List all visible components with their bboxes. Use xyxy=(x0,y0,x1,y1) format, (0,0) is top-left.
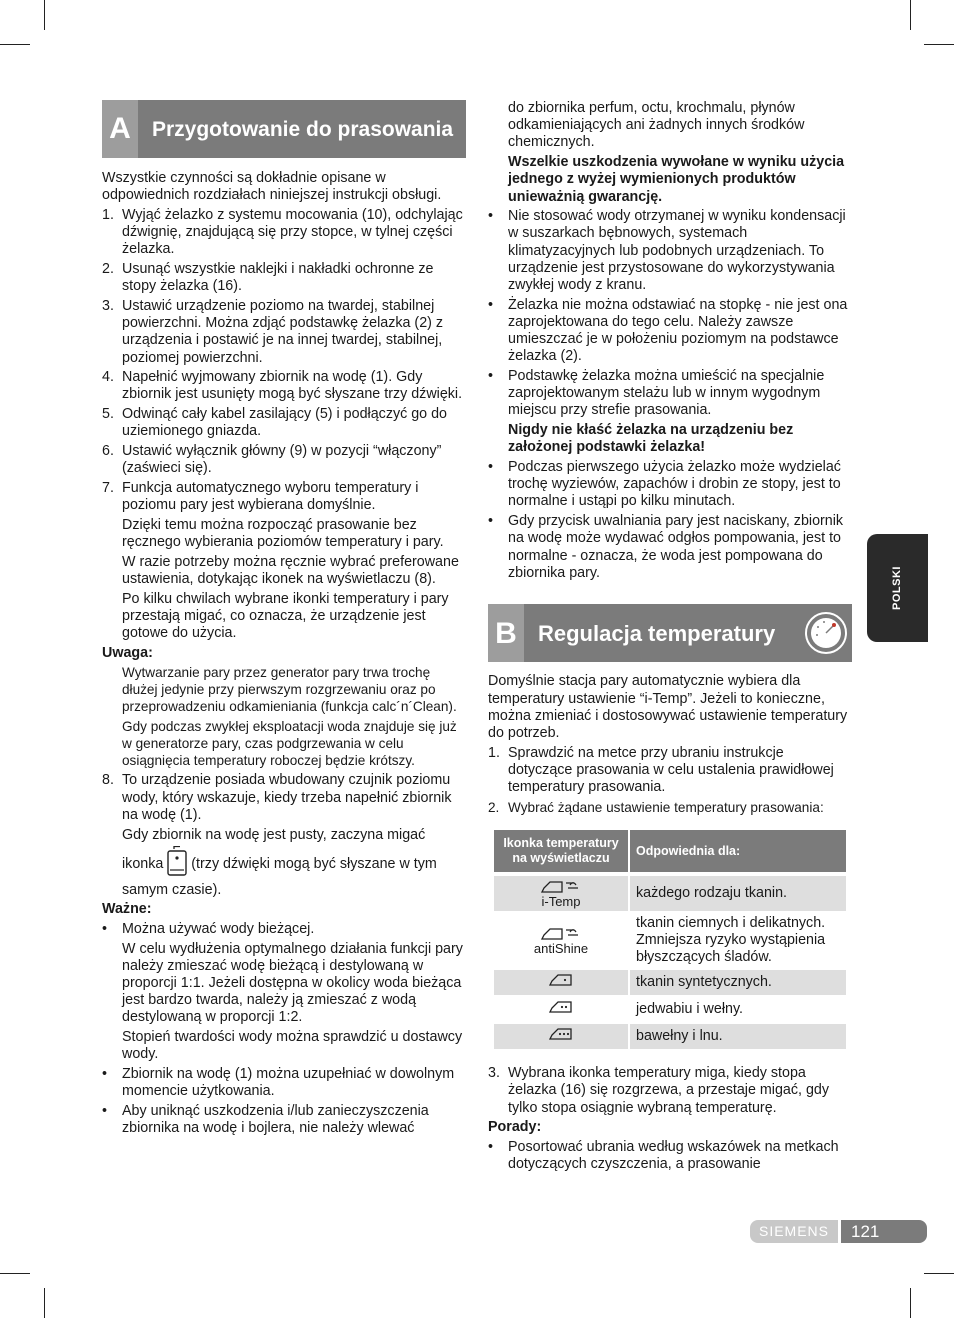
step-item: 8. To urządzenie posiada wbudowany czujnik poziomu wody, który wskazuje, kiedy trzeba napełnić zbiornik na wodę (1). xyxy=(102,772,452,823)
table-cell: każdego rodzaju tkanin. xyxy=(629,874,846,912)
brand-label: SIEMENS xyxy=(750,1220,838,1243)
crop-mark xyxy=(924,44,954,45)
crop-mark xyxy=(0,44,30,45)
section-b-intro: Domyślnie stacja pary automatycznie wybiera dla temperatury ustawienie “i-Temp”. Jeżeli to konieczne, można zmieniać i dostosowywać ustawienie temperatury do potrzeb. xyxy=(488,673,848,742)
icon-label: i-Temp xyxy=(541,893,581,909)
bullet-item: • Posortować ubrania według wskazówek na metkach dotyczących czyszczenia, a prasowanie xyxy=(488,1138,839,1173)
section-a-title: Przygotowanie do prasowania xyxy=(152,117,454,141)
iron-steam-icon xyxy=(540,926,582,942)
bullet-item: • Zbiornik na wodę (1) można uzupełniać w dowolnym momencie użytkowania. xyxy=(102,1066,455,1100)
wazne-label: Ważne: xyxy=(102,901,152,918)
table-row xyxy=(494,874,846,912)
crop-mark xyxy=(44,0,45,30)
temperature-dial-icon xyxy=(800,604,852,662)
section-a-letter: A xyxy=(102,100,138,158)
right-column xyxy=(488,100,852,1176)
step8-paragraph: ikonka (trzy dźwięki mogą być słyszane w tym samym czasie). xyxy=(102,846,466,898)
step-item: 1. Wyjąć żelazko z systemu mocowania (10), odchylając dźwignię, znajdującą się przy stopce, w tylnej części żelazka. xyxy=(102,206,463,258)
step-item: 6. Ustawić wyłącznik główny (9) w pozycji “włączony” (zaświeci się). xyxy=(102,443,442,477)
step7-paragraph: Po kilku chwilach wybrane ikonki temperatury i pary przestają migać, co oznacza, że urządzenie jest gotowe do użycia. xyxy=(122,590,449,642)
warranty-warning: Wszelkie uszkodzenia wywołane w wyniku użycia jednego z wyżej wymienionych produktów unieważnią gwarancję. xyxy=(508,154,845,205)
table-row xyxy=(494,969,846,996)
section-b-letter: B xyxy=(488,604,524,662)
section-b-header xyxy=(488,604,852,662)
crop-mark xyxy=(0,1273,30,1274)
bullet-item: • Gdy przycisk uwalniania pary jest naciskany, zbiornik na wodę może wydawać odgłos pompowania, jest to normalne - oznacza, że woda jest pompowana do zbiornika pary. xyxy=(488,513,844,581)
uwaga-note: Wytwarzanie pary przez generator pary trwa trochę dłużej jedynie przy pierwszym rozgrzewaniu oraz po przeprowadzeniu odkamieniania (funkcja calc´n´Clean). xyxy=(122,665,457,715)
crop-mark xyxy=(910,1288,911,1318)
bullet-paragraph: W celu wydłużenia optymalnego działania funkcji pary należy zmieszać wodę bieżącą i destylowaną w proporcji 1:1. Jeżeli dostępna w okolicy woda bieżąca jest bardzo twarda, należy ją zmieszać z wodą destylowaną w proporcji 1:2. xyxy=(122,940,463,1026)
bullet-item: • Można używać wody bieżącej. xyxy=(102,920,315,937)
bullet-item: • Nie stosować wody otrzymanej w wyniku kondensacji w suszarkach bębnowych, systemach klimatyzacyjnych lub podobnych urządzeniach. To urządzenie jest przystosowane do wykorzystywania zwykłej wody z kranu. xyxy=(488,208,846,294)
table-row xyxy=(494,912,846,969)
page-number: 121 xyxy=(841,1220,927,1243)
language-tab xyxy=(867,534,928,642)
page-footer xyxy=(750,1220,927,1243)
base-warning: Nigdy nie kłaść żelazka na urządzeniu bez założonej podstawki żelazka! xyxy=(508,422,794,456)
step-item: 3. Ustawić urządzenie poziomo na twardej, stabilnej powierzchni. Można zdjąć podstawkę żelazka (2) z urządzenia i postawić je na innej twardej, stabilnej, poziomej powierzchni. xyxy=(102,297,444,366)
table-cell: jedwabiu i wełny. xyxy=(629,996,846,1023)
iron-three-dots-icon xyxy=(547,1026,575,1042)
section-a-header xyxy=(102,100,466,158)
porady-label: Porady: xyxy=(488,1119,542,1136)
bullet-item: • Podczas pierwszego użycia żelazko może wydzielać trochę wyziewów, zapachów i drobin ze stopy, jest to normalne i ustąpi po kilku minutach. xyxy=(488,459,841,510)
uwaga-label: Uwaga: xyxy=(102,644,153,661)
step-item: 1. Sprawdzić na metce przy ubraniu instrukcje dotyczące prasowania w celu ustalenia prawidłowej temperatury prasowania. xyxy=(488,744,834,796)
table-header: Ikonka temperatury na wyświetlaczu xyxy=(494,830,629,874)
continued-text: do zbiornika perfum, octu, krochmalu, płynów odkamieniających ani żadnych innych środków chemicznych. xyxy=(508,100,805,151)
section-b-title: Regulacja temperatury xyxy=(538,620,776,646)
step7-paragraph: W razie potrzeby można ręcznie wybrać preferowane ustawienia, dotykając ikonek na wyświetlaczu (8). xyxy=(122,553,459,587)
iron-steam-icon xyxy=(540,879,582,895)
left-column xyxy=(102,100,466,1140)
crop-mark xyxy=(924,1273,954,1274)
step-item: 2. Usunąć wszystkie naklejki i nakładki ochronne ze stopy żelazka (16). xyxy=(102,261,434,295)
crop-mark xyxy=(44,1288,45,1318)
temperature-table xyxy=(494,830,846,1051)
table-row xyxy=(494,996,846,1023)
iron-two-dots-icon xyxy=(547,999,575,1015)
water-tank-icon xyxy=(167,846,187,881)
table-cell: tkanin ciemnych i delikatnych. Zmniejsza ryzyko wystąpienia błyszczących śladów. xyxy=(629,912,846,969)
table-cell: bawełny i lnu. xyxy=(629,1023,846,1050)
uwaga-note: Gdy podczas zwykłej eksploatacji woda znajduje się już w generatorze pary, czas podgrzewania w celu osiągnięcia temperatury roboczej będzie krótszy. xyxy=(122,719,457,769)
step-item: 5. Odwinąć cały kabel zasilający (5) i podłączyć go do uziemionego gniazda. xyxy=(102,406,448,440)
bullet-item: • Żelazka nie można odstawiać na stopkę - nie jest ona zaprojektowana do tego celu. Należy zawsze umieszczać je w położeniu poziomym na podstawce żelazka (2). xyxy=(488,296,848,365)
bullet-item: • Podstawkę żelazka można umieścić na specjalnie zaprojektowanym stelażu lub w innym wygodnym miejscu przy strefie prasowania. xyxy=(488,368,825,419)
iron-one-dot-icon xyxy=(547,972,575,988)
table-row xyxy=(494,1023,846,1050)
icon-label: antiShine xyxy=(533,940,589,956)
step8-paragraph: Gdy zbiornik na wodę jest pusty, zaczyna migać xyxy=(122,826,426,843)
bullet-item: • Aby uniknąć uszkodzenia i/lub zanieczyszczenia zbiornika na wodę i bojlera, nie należy wlewać xyxy=(102,1102,429,1137)
step-item: 3. Wybrana ikonka temperatury miga, kiedy stopa żelazka (16) się rozgrzewa, a przestaje migać, gdy tylko stopa osiągnie wybraną temperaturę. xyxy=(488,1065,830,1116)
language-tab-label: POLSKI xyxy=(891,566,903,610)
step-item: 4. Napełnić wyjmowany zbiornik na wodę (1). Gdy zbiornik jest usunięty mogą być słyszane trzy dźwięki. xyxy=(102,369,463,403)
section-a-intro: Wszystkie czynności są dokładnie opisane w odpowiednich rozdziałach niniejszej instrukcji obsługi. xyxy=(102,170,442,204)
step7-paragraph: Dzięki temu można rozpocząć prasowanie bez ręcznego wybierania poziomów temperatury i pary. xyxy=(122,516,444,551)
step-item: 7. Funkcja automatycznego wyboru temperatury i poziomu pary jest wybierana domyślnie. xyxy=(102,479,419,514)
table-cell: tkanin syntetycznych. xyxy=(629,969,846,996)
step-item: 2. Wybrać żądane ustawienie temperatury prasowania: xyxy=(488,799,824,815)
crop-mark xyxy=(910,0,911,30)
bullet-paragraph: Stopień twardości wody można sprawdzić u dostawcy wody. xyxy=(122,1029,463,1063)
table-header: Odpowiednia dla: xyxy=(629,830,846,874)
